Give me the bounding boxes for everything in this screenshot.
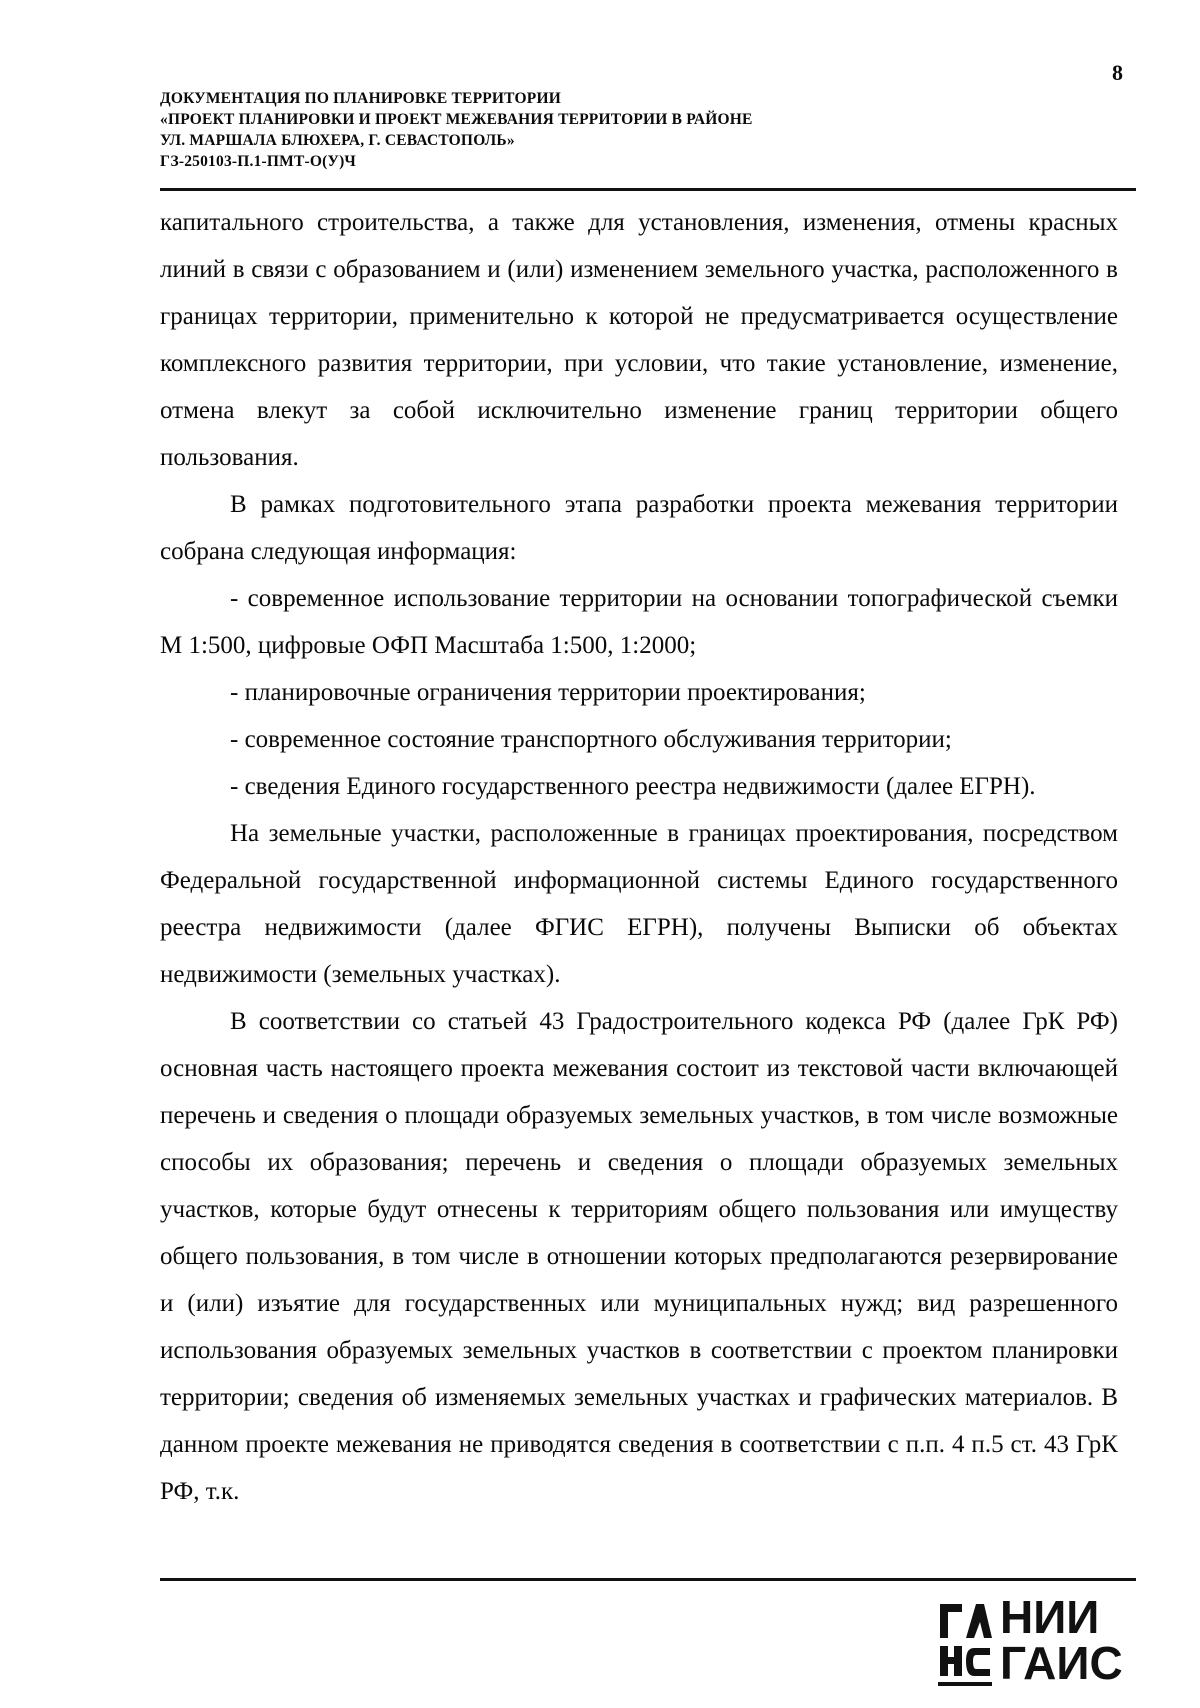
header-line-2: «ПРОЕКТ ПЛАНИРОВКИ И ПРОЕКТ МЕЖЕВАНИЯ ТЕРРИТОРИИ В РАЙОНЕ [160, 111, 753, 128]
header-divider [160, 188, 1136, 191]
logo-line-2: ГАИС [1000, 1637, 1123, 1689]
nii-gais-logo [938, 1591, 1138, 1694]
paragraph: капитального строительства, а также для установления, изменения, отмены красных линий в связи с образованием и (или) изменением земельного участка, расположенного в границах территории, применительно к которой не предусматривается осуществление комплексного развития территории, при условии, что такие установление, изменение, отмена влекут за собой исключительно изменение границ территории общего пользования. [160, 209, 1118, 471]
document-header [160, 88, 960, 172]
paragraph: В рамках подготовительного этапа разработки проекта межевания территории собрана следующая информация: [160, 491, 1118, 565]
header-line-1: ДОКУМЕНТАЦИЯ ПО ПЛАНИРОВКЕ ТЕРРИТОРИИ [160, 90, 561, 107]
header-line-3: УЛ. МАРШАЛА БЛЮХЕРА, Г. СЕВАСТОПОЛЬ» [160, 132, 515, 149]
logo-mark-icon [938, 1600, 992, 1690]
list-item: - планировочные ограничения территории проектирования; [230, 679, 866, 706]
logo-wordmark [1000, 1591, 1123, 1689]
paragraph: В соответствии со статьей 43 Градостроительного кодекса РФ (далее ГрК РФ) основная часть настоящего проекта межевания состоит из текстовой части включающей перечень и сведения о площади образуемых земельных участков, в том числе возможные способы их образования; перечень и сведения о площади образуемых земельных участков, которые будут отнесены к территориям общего пользования или имуществу общего пользования, в том числе в отношении которых предполагаются резервирование и (или) изъятие для государственных или муниципальных нужд; вид разрешенного использования образуемых земельных участков в соответствии с проектом планировки территории; сведения об изменяемых земельных участках и графических материалов. В данном проекте межевания не приводятся сведения в соответствии с п.п. 4 п.5 ст. 43 ГрК РФ, т.к. [160, 1008, 1118, 1505]
list-item: - современное состояние транспортного обслуживания территории; [230, 726, 952, 753]
list-item: - сведения Единого государственного реестра недвижимости (далее ЕГРН). [230, 773, 1036, 800]
header-line-4: ГЗ-250103-П.1-ПМТ-О(У)Ч [160, 153, 357, 170]
body-text [160, 199, 1118, 1515]
list-item: - современное использование территории на основании топографической съемки М 1:500, цифровые ОФП Масштаба 1:500, 1:2000; [160, 585, 1118, 659]
footer-divider [160, 1578, 1136, 1581]
paragraph: На земельные участки, расположенные в границах проектирования, посредством Федеральной государственной информационной системы Единого государственного реестра недвижимости (далее ФГИС ЕГРН), получены Выписки об объектах недвижимости (земельных участках). [160, 820, 1118, 988]
page-number: 8 [1112, 60, 1123, 85]
logo-line-1: НИИ [1000, 1591, 1100, 1643]
